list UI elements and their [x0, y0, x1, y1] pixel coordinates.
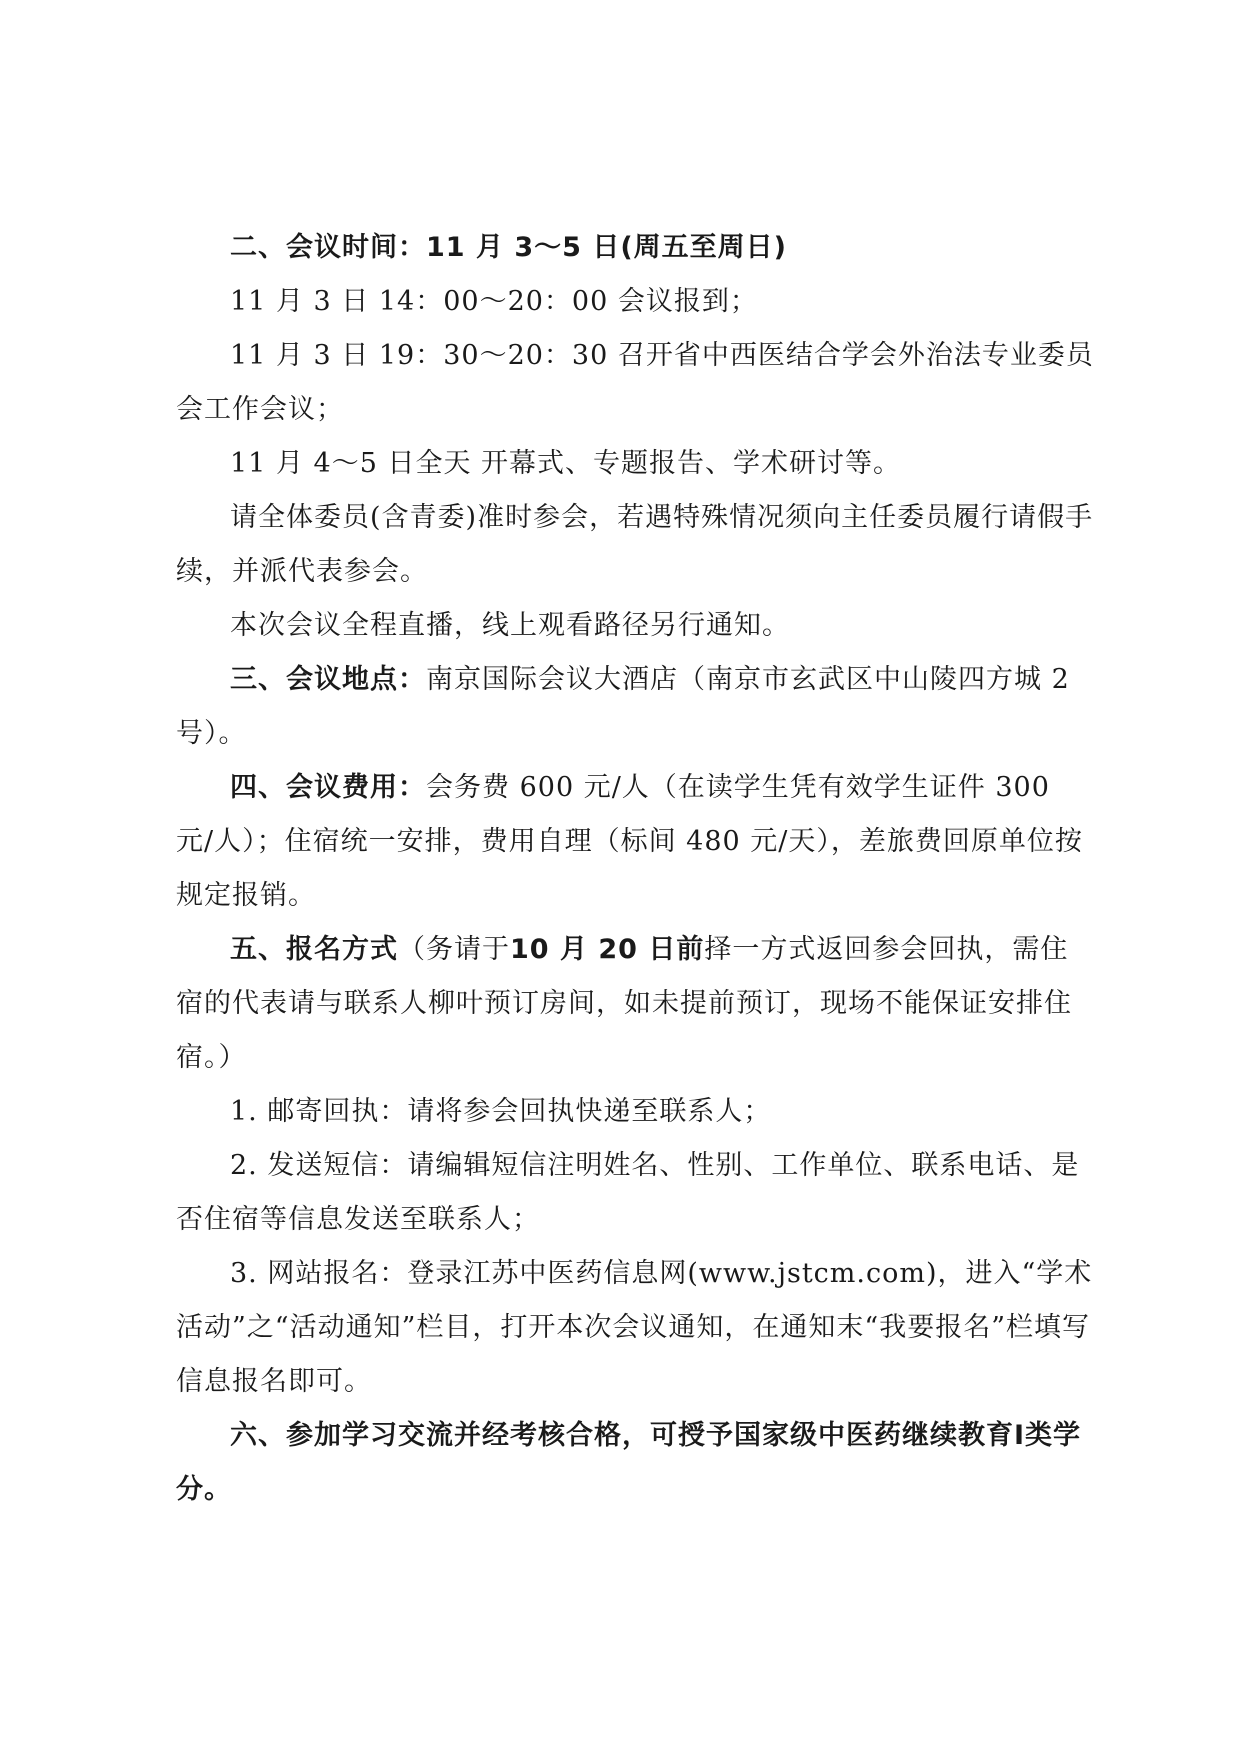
meeting-fees: 会务费 600 元/人（在读学生凭有效学生证件 300 元/人）；住宿统一安排，费用自理（标间 480 元/天），差旅费回原单位按规定报销。 [176, 772, 1083, 911]
signup-method-mail: 1. 邮寄回执：请将参会回执快递至联系人； [230, 1096, 772, 1127]
section-credits: 六、参加学习交流并经考核合格，可授予国家级中医药继续教育I类学分。 [176, 1420, 1082, 1505]
section-heading-location: 三、会议地点： [230, 664, 426, 695]
schedule-item: 11 月 3 日 14：00～20：00 会议报到； [230, 286, 758, 317]
section-registration [176, 923, 1096, 1085]
schedule-item: 11 月 3 日 19：30～20：30 召开省中西医结合学会外治法专业委员会工作会议； [176, 340, 1094, 425]
section-meeting-fees [176, 761, 1096, 923]
signup-method-sms: 2. 发送短信：请编辑短信注明姓名、性别、工作单位、联系电话、是否住宿等信息发送至联系人； [176, 1150, 1080, 1235]
registration-deadline: 10 月 20 日前 [510, 934, 705, 965]
schedule-item: 11 月 4～5 日全天 开幕式、专题报告、学术研讨等。 [230, 448, 902, 479]
meeting-location: 南京国际会议大酒店（南京市玄武区中山陵四方城 2 号）。 [176, 664, 1070, 749]
section-heading-fees: 四、会议费用： [230, 772, 426, 803]
section-meeting-time [176, 221, 1096, 275]
registration-paren-open: （务请于 [398, 934, 510, 965]
section-meeting-location [176, 653, 1096, 761]
section-heading-time: 二、会议时间： [230, 232, 426, 263]
registration-instructions: 择一方式返回参会回执，需住宿的代表请与联系人柳叶预订房间，如未提前预订，现场不能保证安排住宿。） [176, 934, 1072, 1073]
meeting-dates: 11 月 3～5 日(周五至周日) [426, 232, 788, 263]
signup-method-website: 3. 网站报名：登录江苏中医药信息网(www.jstcm.com)，进入“学术活动”之“活动通知”栏目，打开本次会议通知，在通知末“我要报名”栏填写信息报名即可。 [176, 1258, 1093, 1397]
livestream-notice: 本次会议全程直播，线上观看路径另行通知。 [230, 610, 790, 641]
attendance-notice: 请全体委员(含青委)准时参会，若遇特殊情况须向主任委员履行请假手续，并派代表参会。 [176, 502, 1094, 587]
section-heading-registration: 五、报名方式 [230, 934, 398, 965]
